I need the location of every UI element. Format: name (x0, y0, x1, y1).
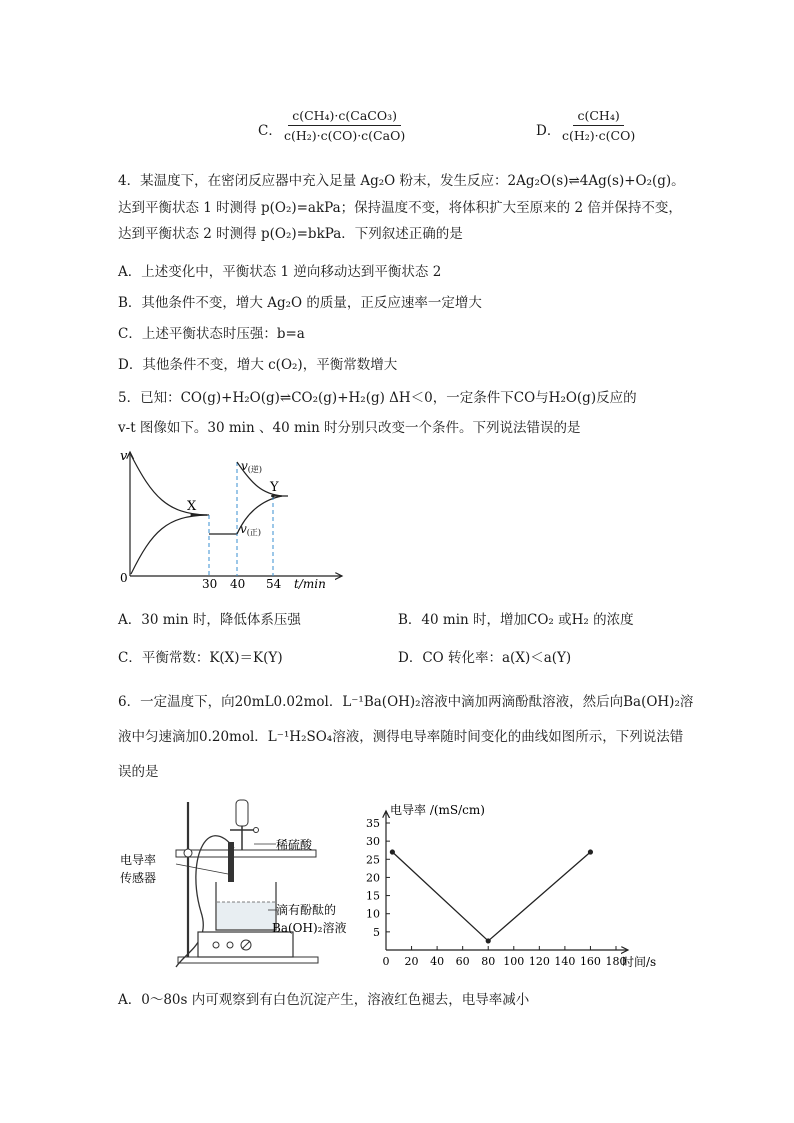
q5-origin-label: 0 (120, 571, 128, 585)
q6-chart-ytick-label: 20 (366, 871, 380, 885)
q6-chart-ytick-label: 15 (366, 889, 380, 903)
q6-chart-xtick-label: 100 (503, 955, 525, 968)
stirrer-knob-1 (213, 942, 219, 948)
q6-chart-data-point (390, 849, 395, 854)
q5-option-b: B．40 min 时，增加CO₂ 或H₂ 的浓度 (398, 612, 634, 628)
q6-chart-xtick-label: 0 (382, 955, 390, 968)
q6-chart-ytick-label: 25 (366, 853, 380, 867)
q3-option-c-denominator: c(H₂)·c(CO)·c(CaO) (284, 128, 406, 143)
q6-chart-ytick-label: 30 (366, 835, 380, 849)
q6-chart-y-label: 电导率 /(mS/cm) (390, 803, 485, 817)
label-sensor-line-1: 电导率 (120, 853, 157, 867)
q6-chart-data-point (486, 938, 491, 943)
label-sensor-line-2: 传感器 (120, 871, 157, 885)
q6-apparatus-diagram (116, 792, 366, 972)
q6-conductivity-chart (360, 790, 690, 980)
q4-stem-line-3: 达到平衡状态 2 时测得 p(O₂)=bkPa．下列叙述正确的是 (118, 226, 463, 242)
q3-option-d-denominator: c(H₂)·c(CO) (562, 128, 636, 143)
label-dilute-sulfuric-acid: 稀硫酸 (276, 838, 313, 852)
q6-chart-series-line (392, 852, 590, 941)
q6-chart-xtick-label: 140 (554, 955, 576, 968)
leader-sensor (176, 864, 228, 874)
stirrer-knob-2 (227, 942, 233, 948)
label-solution-line-1: 滴有酚酞的 (276, 903, 337, 917)
q4-option-c: C．上述平衡状态时压强：b=a (118, 326, 305, 342)
q4-stem-line-2: 达到平衡状态 1 时测得 p(O₂)=akPa；保持温度不变，将体积扩大至原来的 2 倍并保持不变， (118, 200, 682, 216)
q5-tick-30: 30 (202, 577, 218, 591)
q6-chart-ytick-label: 10 (366, 907, 380, 921)
q6-stem-line-3: 误的是 (118, 764, 159, 780)
q6-option-a: A．0～80s 内可观察到有白色沉淀产生，溶液红色褪去，电导率减小 (118, 992, 530, 1008)
q5-label-y: Y (270, 480, 279, 495)
q6-chart-xtick-label: 80 (481, 955, 496, 968)
q6-chart-x-label: 时间/s (622, 955, 657, 969)
q6-chart-xtick-label: 40 (430, 955, 445, 968)
q5-option-c: C．平衡常数：K(X)＝K(Y) (118, 650, 283, 666)
q3-option-c-numerator: c(CH₄)·c(CaCO₃) (288, 108, 401, 126)
label-solution-line-2: Ba(OH)₂溶液 (272, 921, 347, 935)
q5-label-v-reverse: v(逆) (241, 459, 263, 474)
q5-option-d: D．CO 转化率：a(X)＜a(Y) (398, 650, 572, 666)
q6-stem-line-1: 6．一定温度下，向20mL0.02mol．L⁻¹Ba(OH)₂溶液中滴加两滴酚酞溶液，然后向Ba(OH)₂溶 (118, 694, 694, 710)
q6-chart-xtick-label: 20 (404, 955, 419, 968)
q6-stem-line-2: 液中匀速滴加0.20mol．L⁻¹H₂SO₄溶液，测得电导率随时间变化的曲线如图所示，下列说法错 (118, 729, 684, 745)
q5-vt-graph (112, 446, 352, 596)
q5-tick-54: 54 (266, 577, 282, 591)
q6-chart-ytick-label: 35 (366, 817, 380, 830)
q3-option-d-numerator: c(CH₄) (573, 108, 623, 126)
q6-chart-ytick-label: 5 (373, 925, 380, 939)
q5-stem-line-1: 5．已知：CO(g)+H₂O(g)⇌CO₂(g)+H₂(g) ΔH＜0，一定条件下CO与H₂O(g)反应的 (118, 390, 637, 406)
clamp-knob (184, 849, 192, 857)
q6-chart-xtick-label: 120 (528, 955, 550, 968)
q6-chart-data-point (588, 849, 593, 854)
q5-x-label: t/min (294, 577, 326, 591)
q5-label-v-forward: v(正) (240, 522, 262, 537)
q4-option-b: B．其他条件不变，增大 Ag₂O 的质量，正反应速率一定增大 (118, 295, 482, 311)
q4-option-a: A．上述变化中，平衡状态 1 逆向移动达到平衡状态 2 (118, 264, 442, 280)
q3-option-d-fraction (558, 108, 639, 143)
stopcock-knob (254, 828, 259, 833)
q6-chart-xtick-label: 60 (455, 955, 470, 968)
funnel-body (236, 800, 248, 826)
q5-curve-initial-lower (131, 515, 207, 574)
q5-label-x: X (187, 499, 197, 514)
q3-option-d-label: D． (536, 123, 561, 139)
q3-option-c-label: C． (258, 123, 282, 139)
q5-stem-line-2: v-t 图像如下。30 min 、40 min 时分别只改变一个条件。下列说法错误的是 (118, 420, 581, 436)
q3-option-c-fraction (280, 108, 409, 143)
q4-option-d: D．其他条件不变，增大 c(O₂)，平衡常数增大 (118, 357, 398, 373)
q5-tick-40: 40 (230, 577, 246, 591)
stand-base (178, 957, 318, 963)
q4-stem-line-1: 4．某温度下，在密闭反应器中充入足量 Ag₂O 粉末，发生反应：2Ag₂O(s)⇌4Ag(s)+O₂(g)。 (118, 173, 685, 189)
q5-option-a: A．30 min 时，降低体系压强 (118, 612, 301, 628)
q5-y-label: v (120, 449, 128, 464)
q6-chart-xtick-label: 160 (579, 955, 601, 968)
q6-chart-xtick-label: 180 (605, 955, 627, 968)
solution (217, 902, 275, 929)
